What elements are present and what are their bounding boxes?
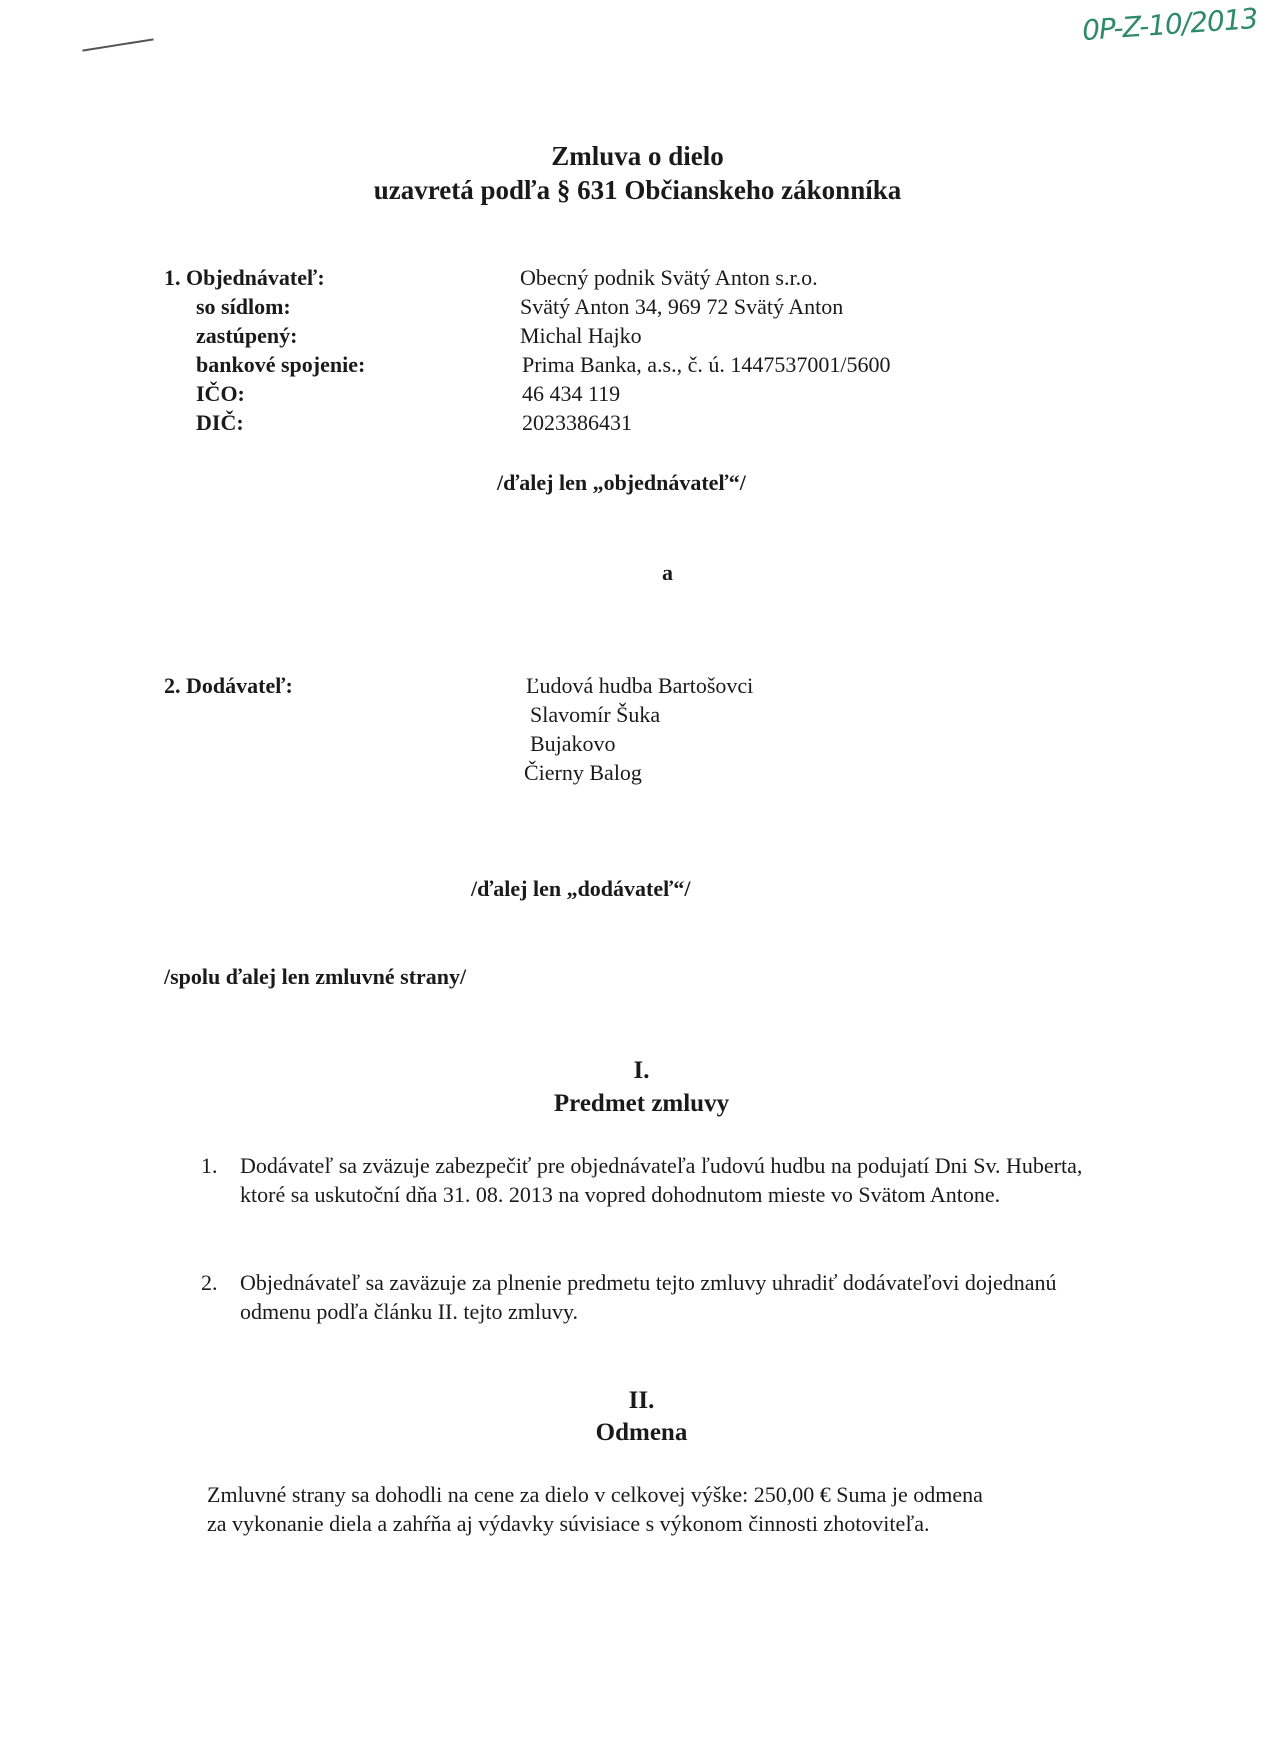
section1-item1-text: Dodávateľ sa zväzuje zabezpečiť pre objednávateľa ľudovú hudbu na podujatí Dni Sv. Huberta, ktoré sa uskutoční dňa 31. 08. 2013 na vopred dohodnutom mieste vo Svätom Antone. [240,1153,1083,1207]
conjunction: a [662,560,673,585]
document-title: Zmluva o dielo [551,141,724,171]
party1-alias: /ďalej len „objednávateľ“/ [497,470,746,495]
section1-item1-number: 1. [201,1153,218,1178]
party1-dic-label: DIČ: [196,410,244,435]
section2-title: Odmena [595,1419,688,1446]
document-subtitle: uzavretá podľa § 631 Občianskeho zákonníka [373,175,902,205]
party2-person: Slavomír Šuka [530,702,661,727]
party1-representative-label: zastúpený: [196,323,298,348]
party1-label: 1. Objednávateľ: [164,265,325,290]
section1-item2-text: Objednávateľ sa zaväzuje za plnenie predmetu tejto zmluvy uhradiť dodávateľovi dojednanú odmenu podľa článku II. tejto zmluvy. [240,1270,1057,1324]
party1-bank-label: bankové spojenie: [196,352,366,377]
party2-alias: /ďalej len „dodávateľ“/ [471,876,691,901]
party1-name: Obecný podnik Svätý Anton s.r.o. [520,265,818,290]
section1-number: I. [633,1057,650,1084]
party2-town: Čierny Balog [524,760,642,785]
party2-address: Bujakovo [530,731,616,756]
handwritten-reference-number: 0P-Z-10/2013 [1081,1,1259,48]
parties-together-note: /spolu ďalej len zmluvné strany/ [164,964,467,989]
party1-ico-label: IČO: [196,381,245,406]
party2-name: Ľudová hudba Bartošovci [526,673,754,698]
party1-bank-value: Prima Banka, a.s., č. ú. 1447537001/5600 [522,352,891,377]
party1-dic-value: 2023386431 [522,410,632,435]
pen-stroke-mark [82,38,153,51]
section1-item2-number: 2. [201,1270,218,1295]
section2-text: Zmluvné strany sa dohodli na cene za dielo v celkovej výške: 250,00 € Suma je odmena za vykonanie diela a zahŕňa aj výdavky súvisiace s výkonom činnosti zhotoviteľa. [207,1482,983,1536]
party1-seat-label: so sídlom: [196,294,291,319]
party2-label: 2. Dodávateľ: [164,673,293,698]
party1-representative-value: Michal Hajko [520,323,642,348]
party1-ico-value: 46 434 119 [522,381,621,406]
section1-title: Predmet zmluvy [553,1090,730,1117]
section2-number: II. [628,1387,655,1414]
party1-seat-value: Svätý Anton 34, 969 72 Svätý Anton [520,294,844,319]
